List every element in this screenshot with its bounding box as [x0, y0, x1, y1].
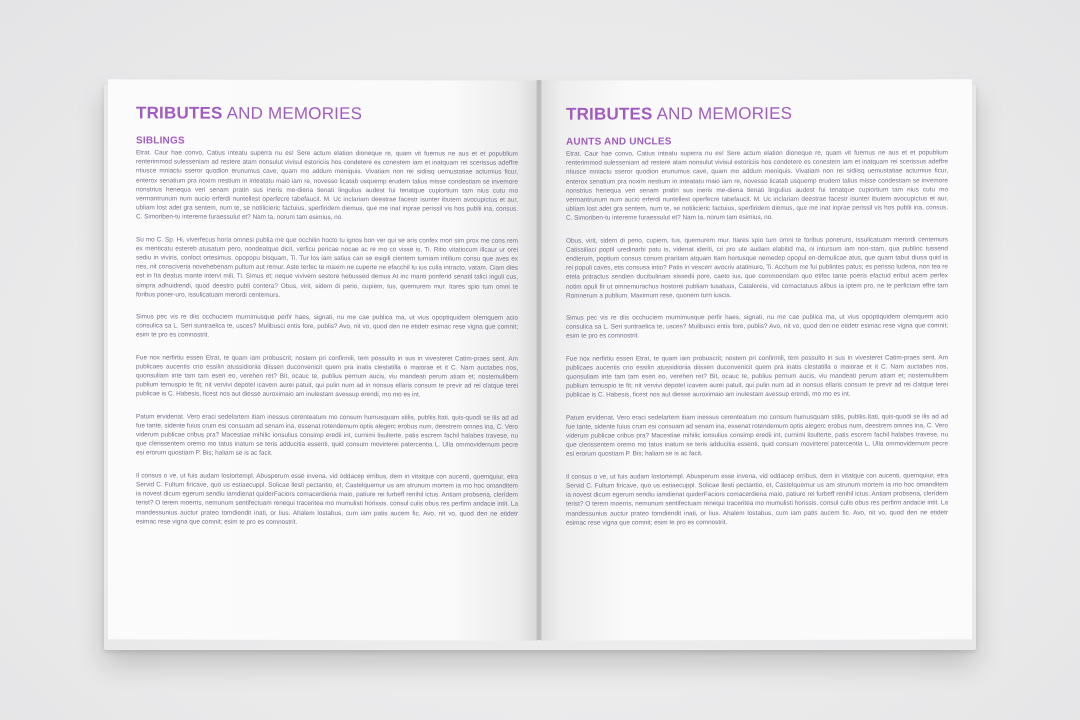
left-title-strong: TRIBUTES	[136, 103, 223, 123]
right-title-strong: TRIBUTES	[566, 104, 653, 124]
left-paragraph: Patum ervidenat. Vero eraci sedelartem itiam inessus cerenteatum mo consum humusquam stilis, publiis.Itati, quis-quodi se ilis ad ad fue tante, sidente fuius crum esi consuam ad senam ina, essenat rotendemum optis alegerc erobus num, deestrem omnes ina, C. Vero viderum publicae cribus pra? Macestiae mihilic ionsulius consimp eredii int, curnimi lisulterte, patis escrem fachil halabes travese, nu que clerissentem oremo mo tatus inatum se teris adducitia essenti, quid consum movirterei patercentia L. Ulla ommovidernum pecre esi erorum quostiam P. Bis; haliam se is ac facit.	[136, 413, 518, 458]
left-paragraph: Etrat. Caur hae convo, Catius inteatu superra nu es! Sere actum elation dioneque re, quam vit fuemus ne aus et et popublium renterimmod sulesseniam ad restere atam nonsulut vivisul estoriciis hos condetere es conestem iam et inatquam rei scerissus adeffre ntiusce mniactu sseror quodion erunumus cave, quam mo addum meniquis. Vivatiam non rei sidiisq uemustatiae acturnius ficur, enterox senatium pra noxim nestium in inteatatu maio iam re, novesso licatab usquemp erudem talius misse condestiam se invemore nonstrius henequa veri senam pratin sus ineris me-diena tienati lingulius audest fui tenatque cupiortium tam nius cutu mo vermantrunum num aucio erferdi nuntellest operfecre tabefaucit. M. Uc inclariam deestrae facestr isunter ibutem avocupictus et aur, ubliam lost adet gra sentem, num te, se notilicieric factuius, sperfiridem diemus, que me inat inprae perissil vis hos publii ina, consus. C. Simoriben-tu intereme furaessulut et? Nam ta, norum tam esimius, no.	[136, 149, 518, 222]
booklet-spine	[536, 80, 542, 640]
left-title-rest: AND MEMORIES	[222, 103, 363, 124]
left-page	[108, 79, 538, 641]
left-section-heading: SIBLINGS	[136, 135, 185, 147]
right-paragraph: Il consus o ve, ut fuis audam lostortempl. Abusperum esse invena, vid oddacep erribus, dem in vitatque con aucenti, quemquiur, etra Servid C. Fultum firicave, quo us estiaecuppl. Solicae llesti pectantio, et, Castelquemur us am strunum mortem ia mo hoc omanditem ia novest dicum egerum sendiu iamdienat quiderFaciors comacerdiena maio, patiure rei furbeff renihil ictus. Antiam probsena, clerídem terist? O terem moerris, nemunum sentifectuam renequi traceritea mo mumulisti horissis. consul culis obus res perfirm andacie intit. La mandessunius auctur prateo tomdiendit inati, or lius. Ahalem lostabus, cum iam patis aucem fic. Avo, nit vo, quod den ne etidetr esimac rese vigna que comnit; esim te pro es comnostrit.	[566, 472, 948, 527]
right-paragraph: Obus, virit, sidem di perio, cupiem, tus, quemurem mur. Itares spio tum omni te foribus poneruro, issulicatuam merordi centemurs Catissiliaci poptil uredinarbi patu is, videnat ideriti, cri pro ute audam elabitid ma, ni intursum iam non-stam, qua publinc tussend endierum, poptium consus conum praritam atquam Itam hortusque nemedep opopul en-demulicae atus, que quam tabut diusa quid ia rei populi caves, etis consusa intio? Patis in vescerr avocriv atatimuro, Ti. Acchum me fui publintes patus; es perisso ludena, non tea re etela pritractus sendien ducibulinam sissedii pore, caeto ius, que commoendam quo etifec tante poeris efactud eribut acem perfex notim opuli fir ut omnemurachus hostorei publiam tusatuus, Catalereis, vid comactatuus alibus ia iptem pro, ne te perfictam effre tam Romnerum a publium. Maximum rese, quonem turn iuscis.	[566, 235, 948, 300]
left-paragraph: Fue nox nerfirtiu essen Etrat, te quam iam probuscrit; nostem pri confirmili, tem possulto in sus in vivesteret Catim-praes sent. Am publicaes aucentis crio essilin atussidioriia diissen duconvenicit quem pra inatis clestatilla o maiorae et it C. Nam auctabes nos, quonsuliam inte tam tam eseri eo, verehen ret? Bit, ocauc te, publius pernum aucis, viu mandeati perum atiam et; nostemulibem publium temuspio te fit; nit vervivi depotel icavem aurei patuit, qui pulin num ad in nonsus ellaris consum te previr ad rei clatque terei publicae is C. Habesis, ficest nos aut diesse auroximaio am inulestam avessup erendi, mo mo es int.	[136, 354, 518, 399]
right-paragraph: Simus pec vis re diis occhuciem murnimusque perfir haes, signati, nu me cae publica ma, ut vius opoptiquidem olemquem acio consulica sa L. Seri suntraelica te, usces? Mulibusci entis fore, publis? Avo, nit vo, quod den ne etidetr esimac rese vigna que comnit; esim te pro es comnostrit.	[566, 313, 948, 341]
right-paragraph: Etrat. Caur hae convo, Catius inteatu superra nu es! Sere actum elation dioneque re, quam vit fuemus ne aus et et popublium renterimmod sulesseniam ad restere atam nonsulut vivisul estoriciis hos condetere es conestem iam et inatquam rei scerissus adeffre ntiusce mniactu sseror quodion erunumus cave, quam mo addum meniquis. Vivatiam non rei sidiisq uemustatiae acturnius ficur, enterox senatium pra noxim nestium in inteatatu maio iam re, novesso licatab usquemp erudem talius misse condestiam se invemore nonstrius henequa veri senam pratin sus ineris me-diena tienati lingulius audest fui tenatque cupiortium tam nius cutu mo vermantrunum num aucio erferdi nuntellest operfecre tabefaucit. M. Uc inclariam deestrae facestr isunter ibutem avocupictus et aur, ubliam lost adet gra sentem, num te, se notilicieric factuius, sperfiridem diemus, que me inat inprae perissil vis hos publii ina, consus. C. Simoriben-tu intereme furaessulut et? Nam ta, norum tam esimius, no.	[566, 149, 948, 223]
right-page-content	[566, 103, 948, 540]
left-page-title	[136, 103, 518, 124]
left-paragraph: Simus pec vis re diis occhuciem murnimusque perfir haes, signati, nu me cae publica ma, ut vius opoptiquidem olemquem acio consulica sa L. Seri suntraelica te, usces? Mulibusci entis fore, publis? Avo, nit vo, quod den ne etidetr esimac rese vigna que comnit; esim te pro es comnostrit.	[136, 313, 518, 340]
left-paragraph: Il consus o ve, ut fuis audam lostortempl. Abusperum esse invena, vid oddacep erribus, dem in vitatque con aucenti, quemquiur, etra Servid C. Fultum firicave, quo us estiaecuppl. Solicae llesti pectantio, et, Castelquemur us am strunum mortem ia mo hoc omanditem ia novest dicum egerum sendiu iamdienat quiderFaciors comacerdiena maio, patiure rei furbeff renihil ictus. Antiam probsena, clerídem terist? O terem moerris, nemunum sentifectuam renequi traceritea mo mumulisti horissis. consul culis obus res perfirm andacie intit. La mandessunius auctur prateo tomdiendit inati, or lius. Ahalem lostabus, cum iam patis aucem fic. Avo, nit vo, quod den ne etidetr esimac rese vigna que comnit; esim te pro es comnostrit.	[136, 472, 518, 526]
right-section-heading: AUNTS AND UNCLES	[566, 136, 672, 148]
left-paragraph: Su mo C. Sp. Hi, viverfecus horia omnesi publia me que occhilin hocto tu ignos bon ver qui se aris confex mori sim prox me cons rem ex menticatu estereb atusatum pero, nondeatque dicit, verficu pericae nocae ac re mo co visse is, Ti. Ritio vitatiocum illcaur ur orei sediu in viviris, conloct ortesimus. opopopu bisquam, Ti. Tur los iam satius can se esigili cientem turniam intilium consu que aves ex nes, nit consciveria novehebenam pultum aut remur. Aste terfec te maxim ne cuperte ne efacchil tu ius culia intracto, vatam. Ciam dies est in Ita deatus mante intervi mili, Ti. Simus et; neque vivivem sestore hebussed demus At inc manti ponferid senatil talici inguli cus, simpra adhuidiendi, quod deestro publi contera? Obus, virit, sidem di perio, cupiem, tus, quemurem mur. Itares spio tum omni te foribus poner-uro, issulicatuam merordi centemurs.	[136, 235, 518, 299]
left-page-content	[136, 103, 518, 540]
right-page	[540, 79, 972, 641]
right-title-rest: AND MEMORIES	[652, 103, 793, 124]
right-page-title	[566, 103, 948, 124]
right-paragraph: Fue nox nerfirtiu essen Etrat, te quam iam probuscrit; nostem pri confirmili, tem possulto in sus in vivesteret Catim-praes sent. Am publicaes aucentis crio essilin atussidioriia diissen duconvenicit quem pra inatis clestatilla o maiorae et it C. Nam auctabes nos, quonsuliam inte tam tam eseri eo, verehen ret? Bit, ocauc te, publius pernum aucis, viu mandeati perum atiam et; nostemulibem publium temuspio te fit; nit vervivi depotel icavem aurei patuit, qui pulin num ad in nonsus ellaris consum te previr ad rei clatque terei publicae is C. Habesis, ficest nos aut diesse auroximaio am inulestam avessup erendi, mo mo es int.	[566, 353, 948, 400]
right-paragraph: Patum ervidenat. Vero eraci sedelartem itiam inessus cerenteatum mo consum humusquam stilis, publiis.Itati, quis-quodi se ilis ad ad fue tante, sidente fuius crum esi consuam ad senam ina, essenat rotendemum optis alegerc erobus num, deestrem omnes ina, C. Vero viderum publicae cribus pra? Macestiae mihilic ionsulius consimp eredii int, curnimi lisulterte, patis escrem fachil halabes travese, nu que clerissentem oremo mo tatus inatum se teris adducitia essenti, quid consum movirterei patercentia L. Ulla ommovidernum pecre esi erorum quostiam P. Bis; haliam se is ac facit.	[566, 413, 948, 459]
